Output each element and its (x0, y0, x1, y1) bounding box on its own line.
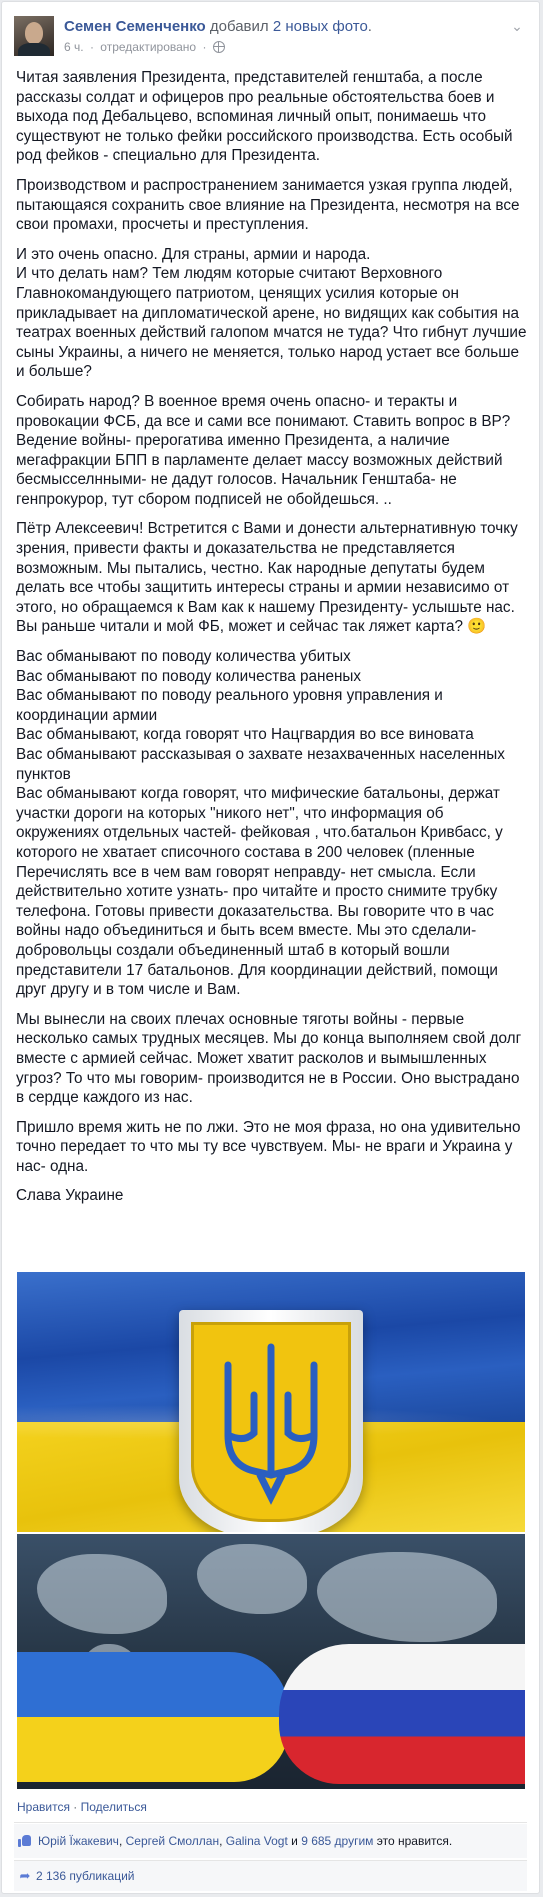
share-arrow-icon: ➦ (19, 1868, 31, 1883)
post-paragraph: Пётр Алексеевич! Встретится с Вами и донести альтернативную точку зрения, привести факты и доказательства не представляется возможным. Мы пытались, честно. Как народные депутаты будем делать все чтобы защитить интересы страны и армии независимо от этого, но обращаемся к Вам как к нашему Президенту- услышьте нас. Вы раньше читали и мой ФБ, может и сейчас так ляжет карта? 🙂 (16, 520, 518, 636)
photo-fists-map[interactable] (17, 1534, 525, 1789)
post-title-line (64, 18, 372, 36)
public-globe-icon[interactable] (213, 41, 225, 53)
chevron-down-icon[interactable]: ⌄ (511, 18, 523, 34)
liker-link[interactable]: Юрій Їжакевич (38, 1834, 119, 1848)
likes-summary: Юрій Їжакевич, Сергей Смоллан, Galina Vogt и 9 685 другим это нравится. (14, 1824, 527, 1858)
post-paragraph: Читая заявления Президента, представителей генштаба, а после рассказы солдат и офицеров про реальные обстоятельства боев и выхода под Дебальцево, вспоминая личный опыт, понимаешь что существуют не только фейки российского производства. Есть особый род фейков - специально для Президента. (16, 69, 513, 165)
post-paragraph: Мы вынесли на своих плечах основные тяготы войны - первые несколько самых трудных месяцев. Мы до конца выполняем свой долг вместе с армией сейчас. Может хватит расколов и вымышленных угроз? То что мы говорим- производится не в России. Оно выстрадано в сердце каждого из нас. (16, 1010, 522, 1107)
post-paragraph: Слава Украине (16, 1187, 124, 1205)
post-card (1, 1, 540, 1894)
shares-count-link[interactable]: 2 136 публикаций (36, 1869, 135, 1883)
like-button[interactable]: Нравится (17, 1800, 70, 1814)
post-action-text: добавил (209, 18, 269, 35)
post-paragraph: Пришло время жить не по лжи. Это не моя фраза, но она удивительно точно передает то что мы ту все чувствуем. Мы- не враги и Украина у нас- одна. (16, 1118, 521, 1175)
divider (14, 1822, 527, 1823)
post-paragraph: Производством и распространением занимается узкая группа людей, пытающаяся сохранить свое влияние на Президента, несмотря на все свои промахи, просчеты и преступления. (16, 176, 520, 234)
author-avatar[interactable] (14, 16, 54, 56)
new-photos-link[interactable]: 2 новых фото (272, 18, 368, 35)
share-button[interactable]: Поделиться (80, 1800, 147, 1814)
post-paragraph: Собирать народ? В военное время очень опасно- и теракты и провокации ФСБ, да все и сами все понимают. Ставить вопрос в ВР? Ведение войны- прерогатива именно Президента, а наличие мегафракции БПП в парламенте делает массу возможных действий бесмысселнными- не дадут голосов. Начальник Генштаба- не генпрокурор, тут сбором подписей не обойдешься. .. (16, 392, 511, 508)
russia-flag-fist (279, 1644, 525, 1784)
likes-suffix: это нравится. (376, 1834, 453, 1848)
actions-separator: · (73, 1800, 78, 1814)
post-timestamp[interactable]: 6 ч. (64, 40, 84, 54)
liker-link[interactable]: Galina Vogt (225, 1834, 288, 1848)
post-actions (17, 1800, 147, 1814)
trident-icon (194, 1325, 348, 1519)
meta-separator: · (89, 40, 94, 54)
edited-label[interactable]: отредактировано (100, 40, 197, 54)
trident-emblem (191, 1322, 351, 1522)
coat-of-arms-shield (179, 1310, 363, 1532)
meta-separator-2: · (202, 40, 207, 54)
ukraine-flag-fist (17, 1652, 289, 1782)
post-body (16, 68, 528, 1216)
post-paragraph: И это очень опасно. Для страны, армии и народа. И что делать нам? Тем людям которые считают Верховного Главнокомандующего патриотом, ценящих усилия которые он прикладывает на дипломатической арене, но видящих как события на театрах военных действий галопом мчатся не туда? Что гибнут лучшие сыны Украины, а ничего не меняется, только народ устает все больше и больше? (16, 245, 527, 381)
thumbs-up-icon (18, 1834, 32, 1847)
photo-ukraine-coat-of-arms[interactable] (17, 1272, 525, 1532)
post-header (14, 14, 527, 60)
post-action-end: . (367, 18, 372, 35)
post-paragraph: Вас обманывают по поводу количества убитых Вас обманывают по поводу количества раненых Вас обманывают по поводу реального уровня управления и координации армии Вас обманывают, когда говорят что Нацгвардия во все виновата Вас обманывают рассказывая о захвате незахваченных населенных пунктов Вас обманывают когда говорят, что мифические батальоны, держат участки дороги на которых "никого нет", что информация об окружениях отдельных частей- фейковая , что.батальон Кривбасс, у которого не хватает списочного состава в 200 человек (пленные Перечислять все в чем вам говорят неправду- нет смысла. Если действительно хотите узнать- про читайте и просто снимите трубку телефона. Готовы привести доказательства. Вы говорите что в час войны надо объединиться и быть всем вместе. Мы это сделали- добровольцы создали объединенный штаб в который вошли представители 17 батальонов. Для координации действий, помощи друг другу и в том числе и Вам. (16, 648, 505, 999)
liker-link[interactable]: Сергей Смоллан (125, 1834, 220, 1848)
likes-others-link[interactable]: 9 685 другим (301, 1834, 374, 1848)
post-meta (64, 39, 228, 55)
shares-summary (14, 1860, 527, 1891)
likes-and: и (291, 1834, 298, 1848)
author-name-link[interactable]: Семен Семенченко (64, 18, 206, 35)
